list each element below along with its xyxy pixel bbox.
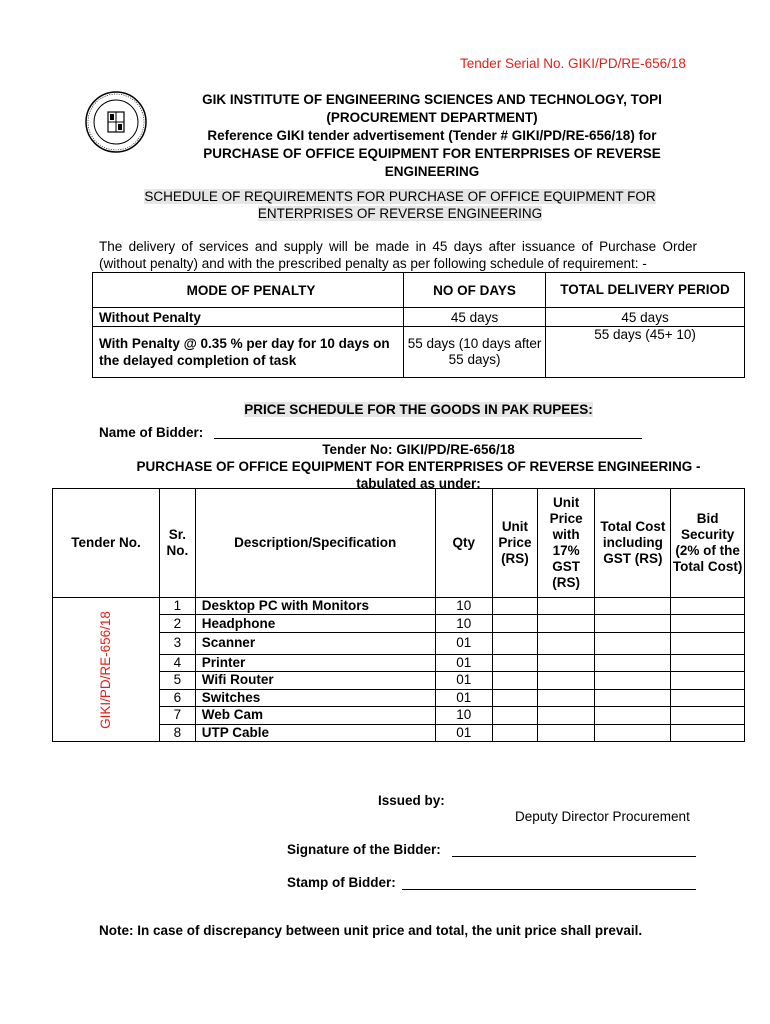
item-sr: 1 bbox=[160, 598, 196, 615]
item-description: Desktop PC with Monitors bbox=[195, 598, 435, 615]
bidder-name-label: Name of Bidder: bbox=[99, 425, 204, 440]
header-engineering: ENGINEERING bbox=[384, 164, 480, 179]
item-unit-price[interactable] bbox=[493, 654, 538, 671]
item-unit-price-gst[interactable] bbox=[537, 632, 595, 654]
penalty-table bbox=[92, 272, 745, 378]
item-unit-price[interactable] bbox=[493, 672, 538, 689]
item-unit-price-gst[interactable] bbox=[537, 689, 595, 706]
table-row bbox=[93, 327, 745, 378]
price-table-header bbox=[53, 489, 745, 598]
deputy-director-label: Deputy Director Procurement bbox=[515, 809, 690, 824]
item-unit-price[interactable] bbox=[493, 598, 538, 615]
signature-label: Signature of the Bidder: bbox=[287, 842, 441, 857]
header-no-of-days: NO OF DAYS bbox=[404, 273, 546, 308]
item-description: Wifi Router bbox=[195, 672, 435, 689]
item-qty: 01 bbox=[435, 654, 492, 671]
item-total-cost[interactable] bbox=[595, 707, 671, 724]
item-bid-security[interactable] bbox=[671, 654, 745, 671]
item-total-cost[interactable] bbox=[595, 672, 671, 689]
penalty-table-header bbox=[93, 273, 745, 308]
institute-header bbox=[160, 91, 704, 181]
issued-by-label: Issued by: bbox=[378, 793, 445, 808]
item-total-cost[interactable] bbox=[595, 598, 671, 615]
item-bid-security[interactable] bbox=[671, 615, 745, 632]
header-qty: Qty bbox=[435, 489, 492, 598]
institute-seal-logo bbox=[84, 90, 148, 154]
price-schedule-title bbox=[92, 402, 745, 417]
item-total-cost[interactable] bbox=[595, 689, 671, 706]
item-sr: 7 bbox=[160, 707, 196, 724]
tender-no-vertical: GIKI/PD/RE-656/18 bbox=[98, 610, 113, 729]
penalty-mode: Without Penalty bbox=[93, 308, 404, 327]
item-total-cost[interactable] bbox=[595, 615, 671, 632]
tender-no-cell bbox=[53, 598, 160, 742]
item-description: Headphone bbox=[195, 615, 435, 632]
signature-line[interactable] bbox=[452, 856, 696, 857]
item-unit-price-gst[interactable] bbox=[537, 598, 595, 615]
table-row bbox=[93, 308, 745, 327]
penalty-period: 55 days (45+ 10) bbox=[546, 327, 745, 378]
item-sr: 5 bbox=[160, 672, 196, 689]
item-unit-price-gst[interactable] bbox=[537, 707, 595, 724]
item-unit-price[interactable] bbox=[493, 632, 538, 654]
delivery-paragraph: The delivery of services and supply will be made in 45 days after issuance of Purchase Order (without penalty) and with the prescribed penalty as per following schedule of requirement: - bbox=[99, 239, 697, 271]
item-sr: 6 bbox=[160, 689, 196, 706]
item-bid-security[interactable] bbox=[671, 707, 745, 724]
header-bid-security: Bid Security (2% of the Total Cost) bbox=[671, 489, 745, 598]
header-total-cost: Total Cost including GST (RS) bbox=[595, 489, 671, 598]
item-description: Switches bbox=[195, 689, 435, 706]
item-description: Web Cam bbox=[195, 707, 435, 724]
item-qty: 01 bbox=[435, 689, 492, 706]
item-bid-security[interactable] bbox=[671, 724, 745, 742]
item-sr: 8 bbox=[160, 724, 196, 742]
schedule-title-line1: SCHEDULE OF REQUIREMENTS FOR PURCHASE OF OFFICE EQUIPMENT FOR bbox=[144, 189, 656, 204]
item-qty: 01 bbox=[435, 724, 492, 742]
item-sr: 4 bbox=[160, 654, 196, 671]
discrepancy-note: Note: In case of discrepancy between unit price and total, the unit price shall prevail. bbox=[99, 923, 643, 938]
item-unit-price[interactable] bbox=[493, 724, 538, 742]
item-total-cost[interactable] bbox=[595, 632, 671, 654]
header-department: (PROCUREMENT DEPARTMENT) bbox=[326, 110, 538, 125]
item-unit-price[interactable] bbox=[493, 615, 538, 632]
bidder-name-line bbox=[214, 438, 642, 439]
item-sr: 3 bbox=[160, 632, 196, 654]
tender-number-line: Tender No: GIKI/PD/RE-656/18 bbox=[322, 442, 515, 457]
item-unit-price-gst[interactable] bbox=[537, 724, 595, 742]
penalty-mode: With Penalty @ 0.35 % per day for 10 days on the delayed completion of task bbox=[93, 327, 404, 378]
header-reference: Reference GIKI tender advertisement (Tender # GIKI/PD/RE-656/18) for bbox=[207, 128, 657, 143]
header-total-delivery-period: TOTAL DELIVERY PERIOD bbox=[546, 273, 745, 308]
table-row bbox=[53, 598, 745, 615]
header-institute-name: GIK INSTITUTE OF ENGINEERING SCIENCES AND TECHNOLOGY, TOPI bbox=[202, 92, 662, 107]
item-qty: 01 bbox=[435, 632, 492, 654]
schedule-title bbox=[110, 188, 690, 222]
item-description: UTP Cable bbox=[195, 724, 435, 742]
header-description: Description/Specification bbox=[195, 489, 435, 598]
item-unit-price-gst[interactable] bbox=[537, 654, 595, 671]
tender-serial-number: Tender Serial No. GIKI/PD/RE-656/18 bbox=[460, 56, 686, 71]
header-sr-no: Sr. No. bbox=[160, 489, 196, 598]
purchase-line: PURCHASE OF OFFICE EQUIPMENT FOR ENTERPRISES OF REVERSE ENGINEERING - bbox=[136, 459, 701, 474]
penalty-days: 45 days bbox=[404, 308, 546, 327]
stamp-label: Stamp of Bidder: bbox=[287, 875, 396, 890]
item-bid-security[interactable] bbox=[671, 598, 745, 615]
item-total-cost[interactable] bbox=[595, 724, 671, 742]
price-table bbox=[52, 488, 745, 742]
header-mode-of-penalty: MODE OF PENALTY bbox=[93, 273, 404, 308]
stamp-line[interactable] bbox=[402, 889, 696, 890]
item-sr: 2 bbox=[160, 615, 196, 632]
item-unit-price-gst[interactable] bbox=[537, 672, 595, 689]
item-description: Scanner bbox=[195, 632, 435, 654]
item-qty: 10 bbox=[435, 707, 492, 724]
item-unit-price[interactable] bbox=[493, 689, 538, 706]
penalty-period: 45 days bbox=[546, 308, 745, 327]
item-unit-price-gst[interactable] bbox=[537, 615, 595, 632]
item-qty: 10 bbox=[435, 598, 492, 615]
tender-info bbox=[92, 441, 745, 492]
header-unit-price: Unit Price (RS) bbox=[493, 489, 538, 598]
schedule-title-line2: ENTERPRISES OF REVERSE ENGINEERING bbox=[257, 206, 543, 221]
item-qty: 01 bbox=[435, 672, 492, 689]
item-bid-security[interactable] bbox=[671, 689, 745, 706]
item-bid-security[interactable] bbox=[671, 632, 745, 654]
header-tender-no: Tender No. bbox=[53, 489, 160, 598]
header-purchase: PURCHASE OF OFFICE EQUIPMENT FOR ENTERPRISES OF REVERSE bbox=[203, 146, 661, 161]
tabulated-line: tabulated as under: bbox=[356, 476, 481, 491]
item-unit-price[interactable] bbox=[493, 707, 538, 724]
price-schedule-title-text: PRICE SCHEDULE FOR THE GOODS IN PAK RUPEES: bbox=[244, 402, 593, 417]
item-description: Printer bbox=[195, 654, 435, 671]
header-unit-price-gst: Unit Price with 17% GST (RS) bbox=[537, 489, 595, 598]
item-bid-security[interactable] bbox=[671, 672, 745, 689]
item-total-cost[interactable] bbox=[595, 654, 671, 671]
item-qty: 10 bbox=[435, 615, 492, 632]
penalty-days: 55 days (10 days after 55 days) bbox=[404, 327, 546, 378]
